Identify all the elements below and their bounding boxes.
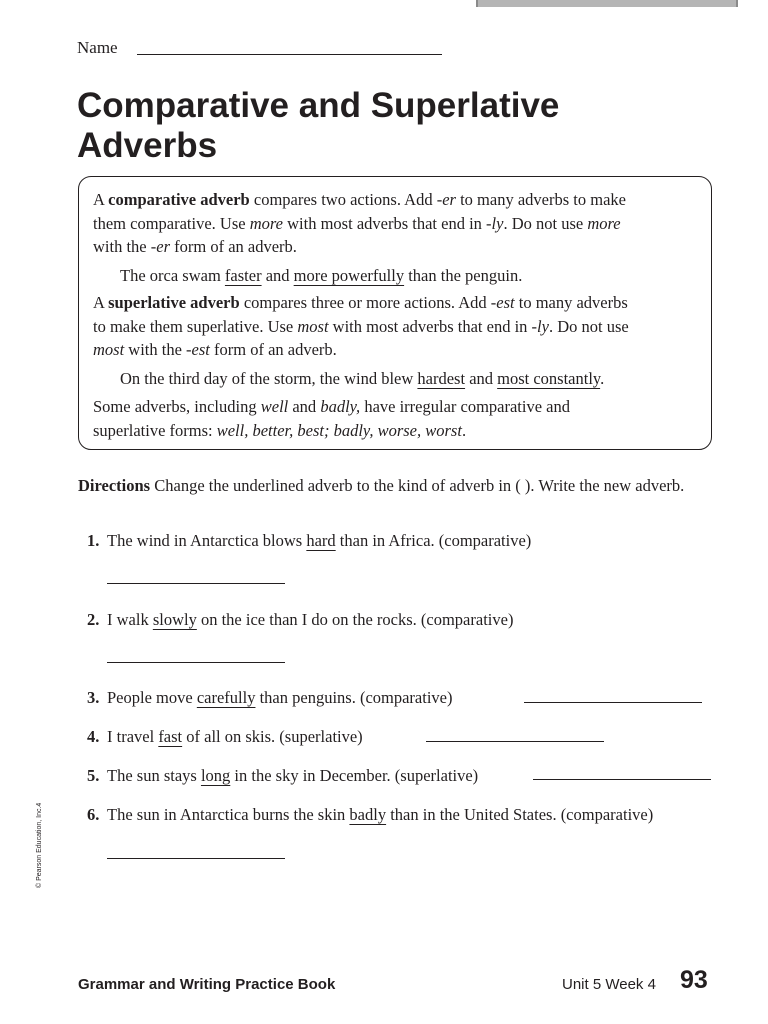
item-number: 3. [87,688,100,707]
target-adverb: badly [349,805,387,824]
title-line-2: Adverbs [77,126,218,165]
item-number: 6. [87,805,100,824]
item-number: 2. [87,610,100,629]
target-adverb: carefully [196,688,256,707]
target-adverb: fast [158,727,183,746]
rule-comparative: A comparative adverb compares two actions. Add -er to many adverbs to make them comparative. Use more with most adverbs that end in -ly. Do not use more with the -er form of an adverb. [93,190,626,256]
term-comparative-adverb: comparative adverb [108,190,250,209]
title-line-1: Comparative and Superlative [77,86,560,125]
rule-irregular: Some adverbs, including well and badly, have irregular comparative and superlative forms: well, better, best; badly, worse, worst. [93,397,570,440]
term-superlative-adverb: superlative adverb [108,293,240,312]
name-label: Name [77,38,118,57]
directions-text: Change the underlined adverb to the kind of adverb in ( ). Write the new adverb. [150,476,685,495]
page-title [77,86,697,166]
exercise-item-1: 1. The wind in Antarctica blows hard than in Africa. (comparative) [87,531,532,550]
target-adverb: slowly [152,610,197,629]
answer-line-4[interactable] [426,741,604,742]
example-underline: more powerfully [293,266,405,285]
item-number: 4. [87,727,100,746]
exercise-item-2: 2. I walk slowly on the ice than I do on the rocks. (comparative) [87,610,514,629]
answer-line-3[interactable] [524,702,702,703]
example-comparative: The orca swam faster and more powerfully than the penguin. [120,266,523,285]
answer-line-2[interactable] [107,662,285,663]
target-adverb: long [200,766,231,785]
example-superlative: On the third day of the storm, the wind blew hardest and most constantly. [120,369,605,388]
item-number: 1. [87,531,100,550]
answer-line-1[interactable] [107,583,285,584]
example-underline: faster [224,266,262,285]
example-underline: most constantly [497,369,601,388]
exercise-item-4: 4. I travel fast of all on skis. (superlative) [87,727,363,746]
exercise-item-3: 3. People move carefully than penguins. (comparative) [87,688,453,707]
book-title: Grammar and Writing Practice Book [78,976,336,993]
copyright-notice: © Pearson Education, Inc.4 [36,802,43,888]
exercise-item-5: 5. The sun stays long in the sky in December. (superlative) [87,766,479,785]
directions-label: Directions [78,476,151,495]
page-number: 93 [680,966,708,994]
exercise-item-6: 6. The sun in Antarctica burns the skin badly than in the United States. (comparative) [87,805,654,824]
rule-superlative: A superlative adverb compares three or more actions. Add -est to many adverbs to make them superlative. Use most with most adverbs that end in -ly. Do not use most with the -est form of an adverb. [93,293,629,359]
item-number: 5. [87,766,100,785]
example-underline: hardest [417,369,466,388]
answer-line-5[interactable] [533,779,711,780]
directions [78,474,708,498]
top-tab-bar [476,0,738,7]
unit-week: Unit 5 Week 4 [562,976,656,993]
answer-line-6[interactable] [107,858,285,859]
name-answer-line[interactable] [137,54,442,55]
target-adverb: hard [306,531,336,550]
